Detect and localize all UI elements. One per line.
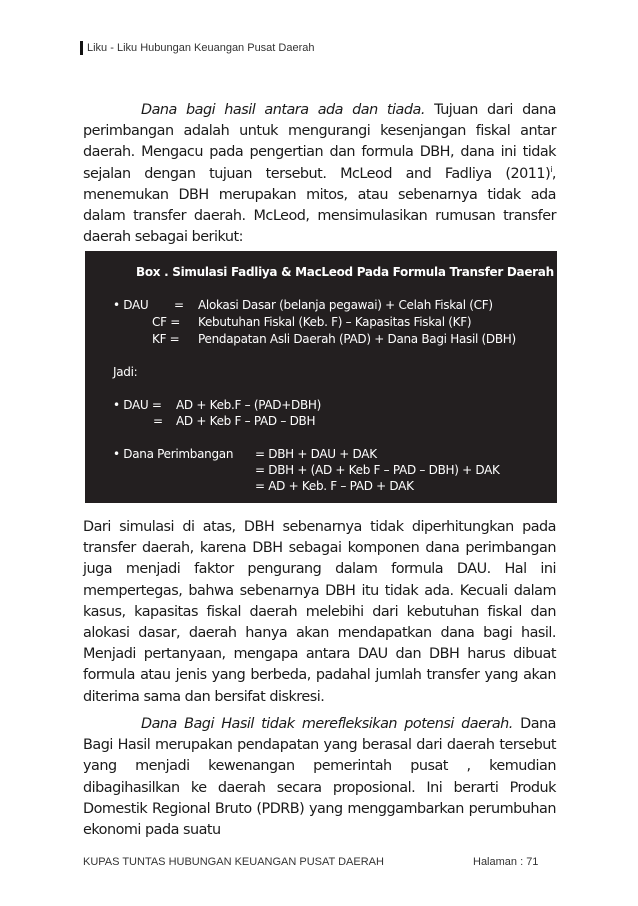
dau-rhs: AD + Keb.F – (PAD+DBH) (176, 398, 321, 412)
dau-lhs: • DAU = (113, 398, 162, 412)
paragraph-text: Tujuan dari dana perimbangan adalah untuk mengurangi kesenjangan fiskal antar daerah. Mengacu pada pengertian dan formula DBH, dana ini tidak sejalan dengan tujuan tersebut. McLeod and Fadliya (2011) (83, 102, 556, 182)
footnote-marker[interactable]: i (550, 164, 552, 174)
paragraph-text: Dana Bagi Hasil merupakan pendapatan yang berasal dari daerah tersebut yang menjadi kewenangan pemerintah pusat , kemudian dibagihasilkan ke daerah secara proposional. Ini berarti Produk Domestik Regional Bruto (PDRB) yang menggambarkan perumbuhan ekonomi pada suatu (83, 716, 556, 839)
paragraph-dbh-intro (83, 100, 556, 248)
paragraph-dbh-potensi (83, 714, 556, 841)
jadi-label: Jadi: (113, 365, 138, 379)
box-title: Box . Simulasi Fadliya & MacLeod Pada Formula Transfer Daerah (136, 265, 554, 279)
running-header: Liku - Liku Hubungan Keuangan Pusat Daerah (80, 41, 315, 55)
paragraph-lead-italic: Dana bagi hasil antara ada dan tiada. (141, 102, 425, 118)
dau-rhs: AD + Keb F – PAD – DBH (176, 414, 316, 428)
paragraph-simulation-analysis: Dari simulasi di atas, DBH sebenarnya tidak diperhitungkan pada transfer daerah, karena DBH sebagai komponen dana perimbangan juga menjadi faktor pengurang dalam formula DAU. Hal ini mempertegas, bahwa sebenarnya DBH itu tidak ada. Kecuali dalam kasus, kapasitas fiskal daerah melebihi dari kebutuhan fiskal dan alokasi dasar, daerah hanya akan mendapatkan dana bagi hasil. Menjadi pertanyaan, mengapa antara DAU dan DBH harus dibuat formula atau jenis yang berbeda, padahal jumlah transfer yang akan diterima sama dan bersifat diskresi. (83, 519, 556, 705)
running-footer-title: KUPAS TUNTAS HUBUNGAN KEUANGAN PUSAT DAERAH (83, 856, 384, 868)
definition-desc: Kebutuhan Fiskal (Keb. F) – Kapasitas Fiskal (KF) (198, 315, 472, 329)
paragraph-lead-italic: Dana Bagi Hasil tidak merefleksikan potensi daerah. (141, 716, 513, 732)
definition-term: CF = (152, 315, 180, 329)
dana-perimbangan-line: = AD + Keb. F – PAD + DAK (255, 479, 414, 493)
simulation-box (85, 251, 557, 503)
definition-term: • DAU (113, 298, 149, 312)
definition-equals: = (174, 298, 184, 312)
paragraph-text: , menemukan DBH merupakan mitos, atau sebenarnya tidak ada dalam transfer daerah. McLeod, mensimulasikan rumusan transfer daerah sebagai berikut: (83, 165, 556, 246)
dau-lhs: = (153, 414, 163, 428)
page-number: Halaman : 71 (473, 856, 539, 868)
dana-perimbangan-label: • Dana Perimbangan (113, 447, 234, 461)
dana-perimbangan-line: = DBH + DAU + DAK (255, 447, 377, 461)
definition-desc: Alokasi Dasar (belanja pegawai) + Celah Fiskal (CF) (198, 298, 493, 312)
definition-term: KF = (152, 332, 180, 346)
dana-perimbangan-line: = DBH + (AD + Keb F – PAD – DBH) + DAK (255, 463, 500, 477)
definition-desc: Pendapatan Asli Daerah (PAD) + Dana Bagi Hasil (DBH) (198, 332, 516, 346)
